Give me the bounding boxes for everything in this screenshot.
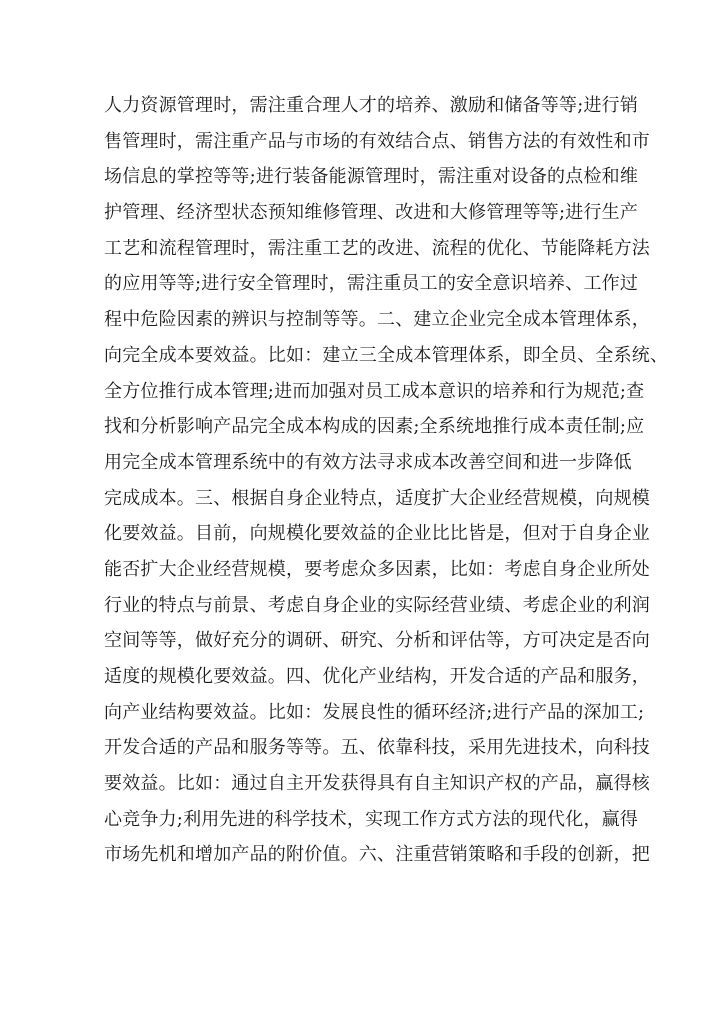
text-line: 全方位推行成本管理;进而加强对员工成本意识的培养和行为规范;查 (104, 380, 645, 402)
text-line: 程中危险因素的辨识与控制等等。二、建立企业完全成本管理体系， (104, 309, 650, 331)
text-line: 场信息的掌控等等;进行装备能源管理时，需注重对设备的点检和维 (104, 166, 639, 188)
text-line: 的应用等等;进行安全管理时，需注重员工的安全意识培养、工作过 (104, 273, 639, 295)
text-line: 用完全成本管理系统中的有效方法寻求成本改善空间和进一步降低 (104, 451, 632, 473)
text-line: 售管理时，需注重产品与市场的有效结合点、销售方法的有效性和市 (104, 130, 650, 152)
text-line: 向产业结构要效益。比如：发展良性的循环经济;进行产品的深加工; (104, 701, 645, 723)
text-line: 开发合适的产品和服务等等。五、依靠科技，采用先进技术，向科技 (104, 737, 650, 759)
text-line: 要效益。比如：通过自主开发获得具有自主知识产权的产品，赢得核 (104, 773, 650, 795)
text-line: 适度的规模化要效益。四、优化产业结构，开发合适的产品和服务， (104, 666, 650, 687)
text-line: 行业的特点与前景、考虑自身企业的实际经营业绩、考虑企业的利润 (104, 594, 650, 616)
text-line: 护管理、经济型状态预知维修管理、改进和大修管理等等;进行生产 (104, 202, 639, 224)
text-line: 找和分析影响产品完全成本构成的因素;全系统地推行成本责任制;应 (104, 416, 645, 438)
text-line: 人力资源管理时，需注重合理人才的培养、激励和储备等等;进行销 (104, 95, 639, 116)
text-line: 向完全成本要效益。比如：建立三全成本管理体系，即全员、全系统、 (104, 344, 669, 366)
text-line: 完成成本。三、根据自身企业特点，适度扩大企业经营规模，向规模 (104, 487, 650, 509)
body-text (104, 88, 669, 873)
text-line: 心竞争力;利用先进的科学技术，实现工作方式方法的现代化，赢得 (104, 808, 639, 830)
text-line: 空间等等，做好充分的调研、研究、分析和评估等，方可决定是否向 (104, 630, 650, 652)
text-line: 工艺和流程管理时，需注重工艺的改进、流程的优化、节能降耗方法 (104, 237, 650, 259)
text-line: 化要效益。目前，向规模化要效益的企业比比皆是，但对于自身企业 (104, 523, 650, 545)
text-line: 市场先机和增加产品的附价值。六、注重营销策略和手段的创新，把 (104, 844, 650, 866)
text-line: 能否扩大企业经营规模，要考虑众多因素，比如：考虑自身企业所处 (104, 558, 650, 580)
